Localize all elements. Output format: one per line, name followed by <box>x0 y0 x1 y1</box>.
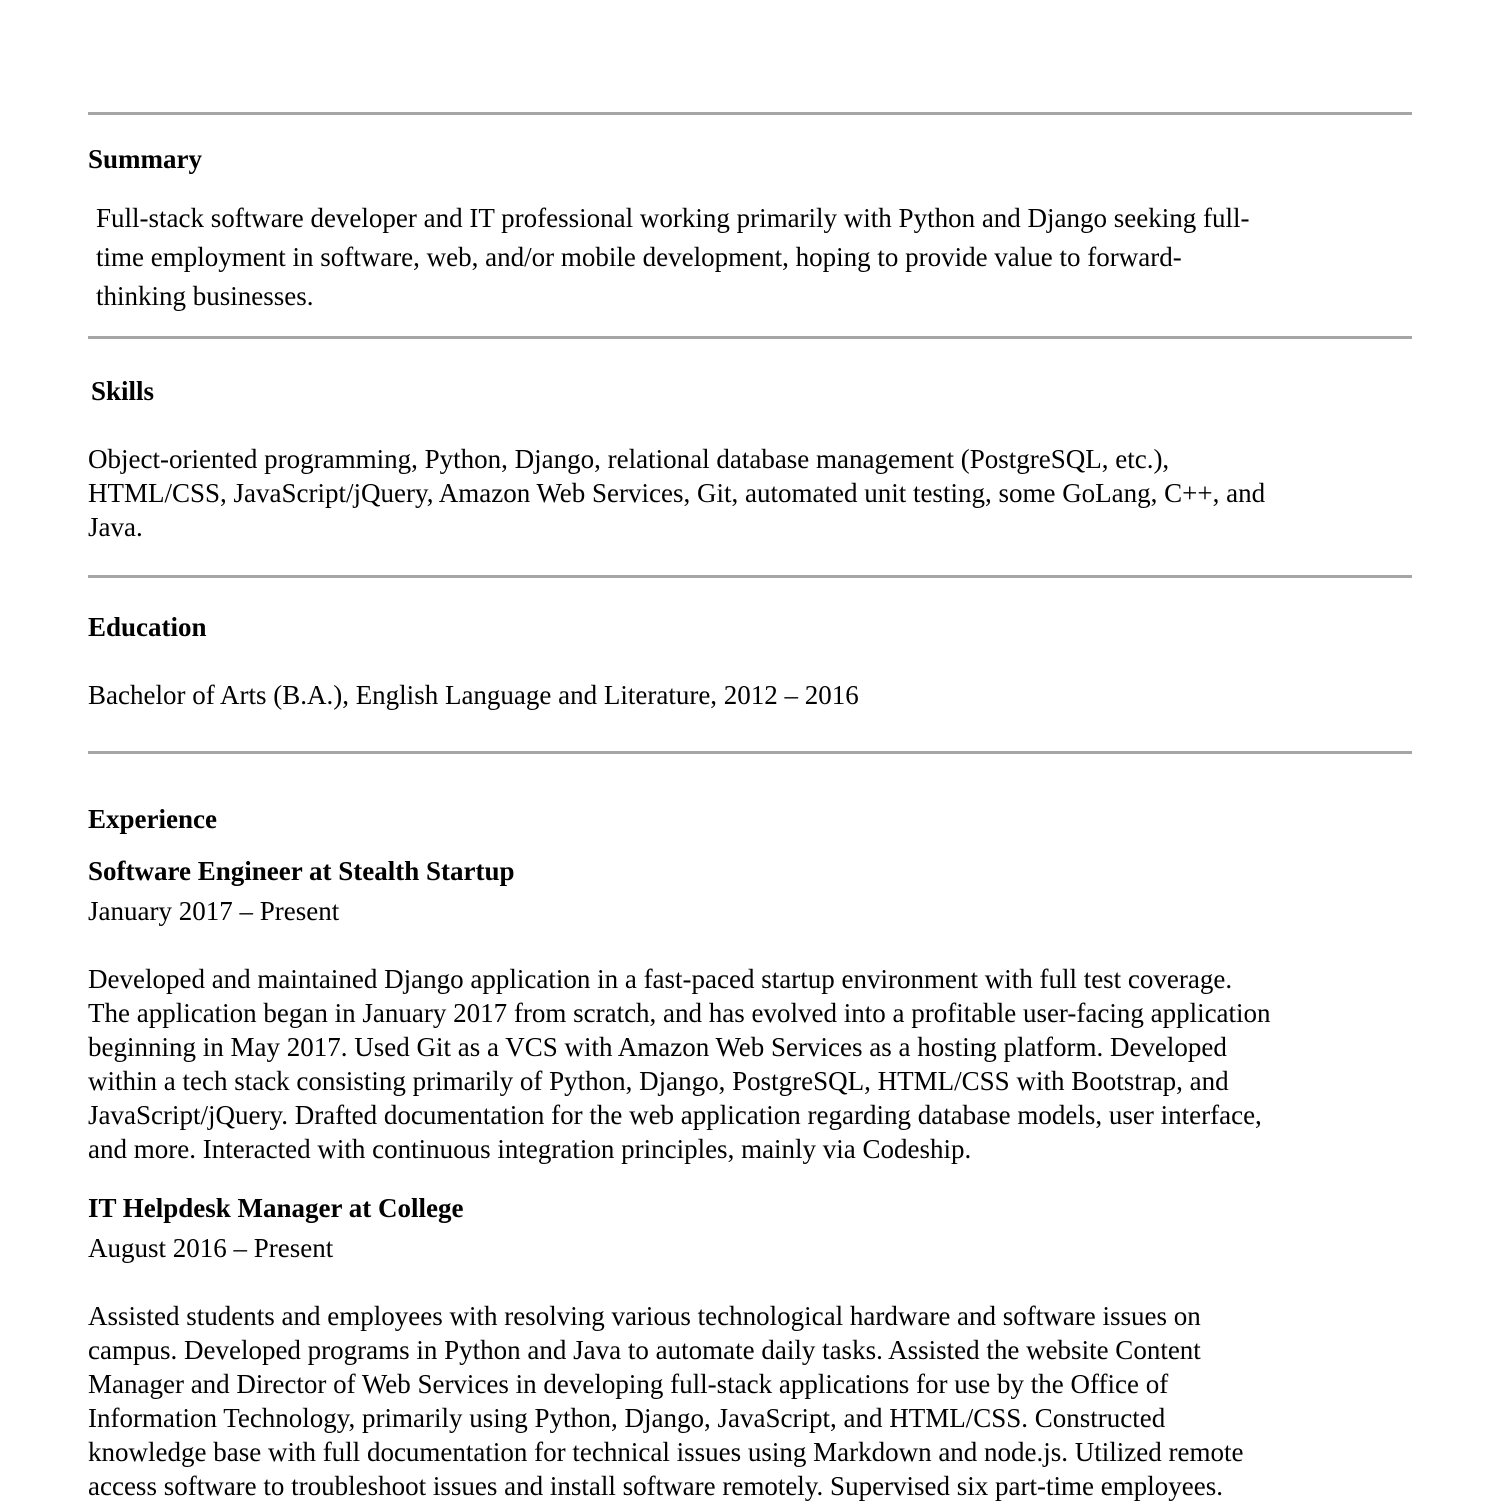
section-divider <box>88 112 1412 115</box>
section-divider <box>88 575 1412 578</box>
skills-heading: Skills <box>91 376 155 406</box>
job-description: Developed and maintained Django application in a fast-paced startup environment with full test coverage. The application began in January 2017 from scratch, and has evolved into a profitable user-facing application beginning in May 2017. Used Git as a VCS with Amazon Web Services as a hosting platform. Developed within a tech stack consisting primarily of Python, Django, PostgreSQL, HTML/CSS with Bootstrap, and JavaScript/jQuery. Drafted documentation for the web application regarding database models, user interface, and more. Interacted with continuous integration principles, mainly via Codeship. <box>88 964 1271 1164</box>
job-title: Software Engineer at Stealth Startup <box>88 856 515 886</box>
section-divider <box>88 751 1412 754</box>
job-title: IT Helpdesk Manager at College <box>88 1193 464 1223</box>
experience-heading: Experience <box>88 804 217 834</box>
education-heading: Education <box>88 612 207 642</box>
education-degree: Bachelor of Arts (B.A.), English Language and Literature, 2012 – 2016 <box>88 680 859 710</box>
job-dates: January 2017 – Present <box>88 896 340 926</box>
job-dates: August 2016 – Present <box>88 1233 334 1263</box>
skills-text: Object-oriented programming, Python, Django, relational database management (PostgreSQL, etc.), HTML/CSS, JavaScript/jQuery, Amazon Web Services, Git, automated unit testing, some GoLang, C++, and Java. <box>88 444 1266 542</box>
summary-heading: Summary <box>88 144 202 174</box>
summary-text: Full-stack software developer and IT professional working primarily with Python and Django seeking full- time employment in software, web, and/or mobile development, hoping to provide value to forward- thinking businesses. <box>96 203 1250 311</box>
job-description: Assisted students and employees with resolving various technological hardware and software issues on campus. Developed programs in Python and Java to automate daily tasks. Assisted the website Content Manager and Director of Web Services in developing full-stack applications for use by the Office of Information Technology, primarily using Python, Django, JavaScript, and HTML/CSS. Constructed knowledge base with full documentation for technical issues using Markdown and node.js. Utilized remote access software to troubleshoot issues and install software remotely. Supervised six part-time employees. <box>88 1301 1244 1501</box>
section-divider <box>88 336 1412 339</box>
